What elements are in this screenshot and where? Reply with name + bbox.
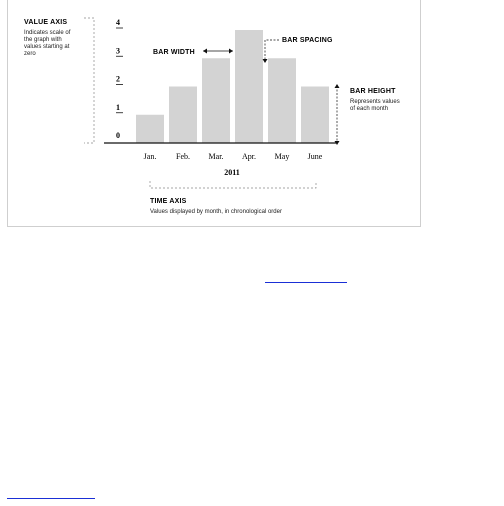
category-label: June [307, 152, 323, 161]
bar-feb [169, 87, 197, 144]
bar-height-annotation [335, 84, 400, 145]
bar-height-line-1: Represents values [350, 99, 400, 105]
bar-width-annotation [153, 49, 233, 57]
bar-spacing-arrowhead [263, 59, 268, 63]
bar-jan [136, 115, 164, 143]
value-axis-bracket [84, 18, 94, 143]
link-underline-2[interactable] [7, 498, 95, 499]
value-axis-annotation [24, 18, 94, 143]
y-tick-label: 1 [116, 102, 120, 112]
bar-spacing-leader [265, 40, 279, 59]
bar-may [268, 58, 296, 143]
time-axis-annotation [150, 181, 316, 215]
y-tick-group [116, 18, 123, 140]
time-axis-title: TIME AXIS [150, 198, 187, 205]
bar-mar [202, 58, 230, 143]
time-axis-bracket [150, 181, 316, 188]
y-tick-label: 4 [116, 18, 120, 27]
y-tick-label: 0 [116, 131, 120, 140]
value-axis-line-2: the graph with [24, 37, 62, 43]
bar-apr [235, 30, 263, 143]
value-axis-line-1: Indicates scale of [24, 30, 71, 36]
category-label: Apr. [242, 152, 256, 161]
value-axis-title: VALUE AXIS [24, 19, 68, 26]
bar-group [136, 30, 329, 143]
value-axis-line-3: values starting at [24, 44, 70, 50]
category-label: Mar. [208, 152, 224, 161]
bar-chart-diagram [7, 0, 421, 227]
bar-june [301, 87, 329, 144]
bar-height-line-2: of each month [350, 106, 389, 112]
category-label: Jan. [143, 152, 157, 161]
y-tick-label: 3 [116, 46, 120, 56]
link-underline-1[interactable] [265, 282, 347, 283]
category-label-group [144, 152, 323, 161]
value-axis-line-4: zero [24, 51, 36, 57]
y-tick-label: 2 [116, 74, 120, 84]
x-axis-year-label: 2011 [224, 168, 240, 177]
category-label: Feb. [176, 152, 190, 161]
category-label: May [274, 152, 290, 161]
time-axis-description: Values displayed by month, in chronological order [150, 209, 282, 215]
bar-spacing-title: BAR SPACING [282, 37, 333, 44]
bar-height-title: BAR HEIGHT [350, 88, 396, 95]
bar-width-title: BAR WIDTH [153, 49, 195, 56]
